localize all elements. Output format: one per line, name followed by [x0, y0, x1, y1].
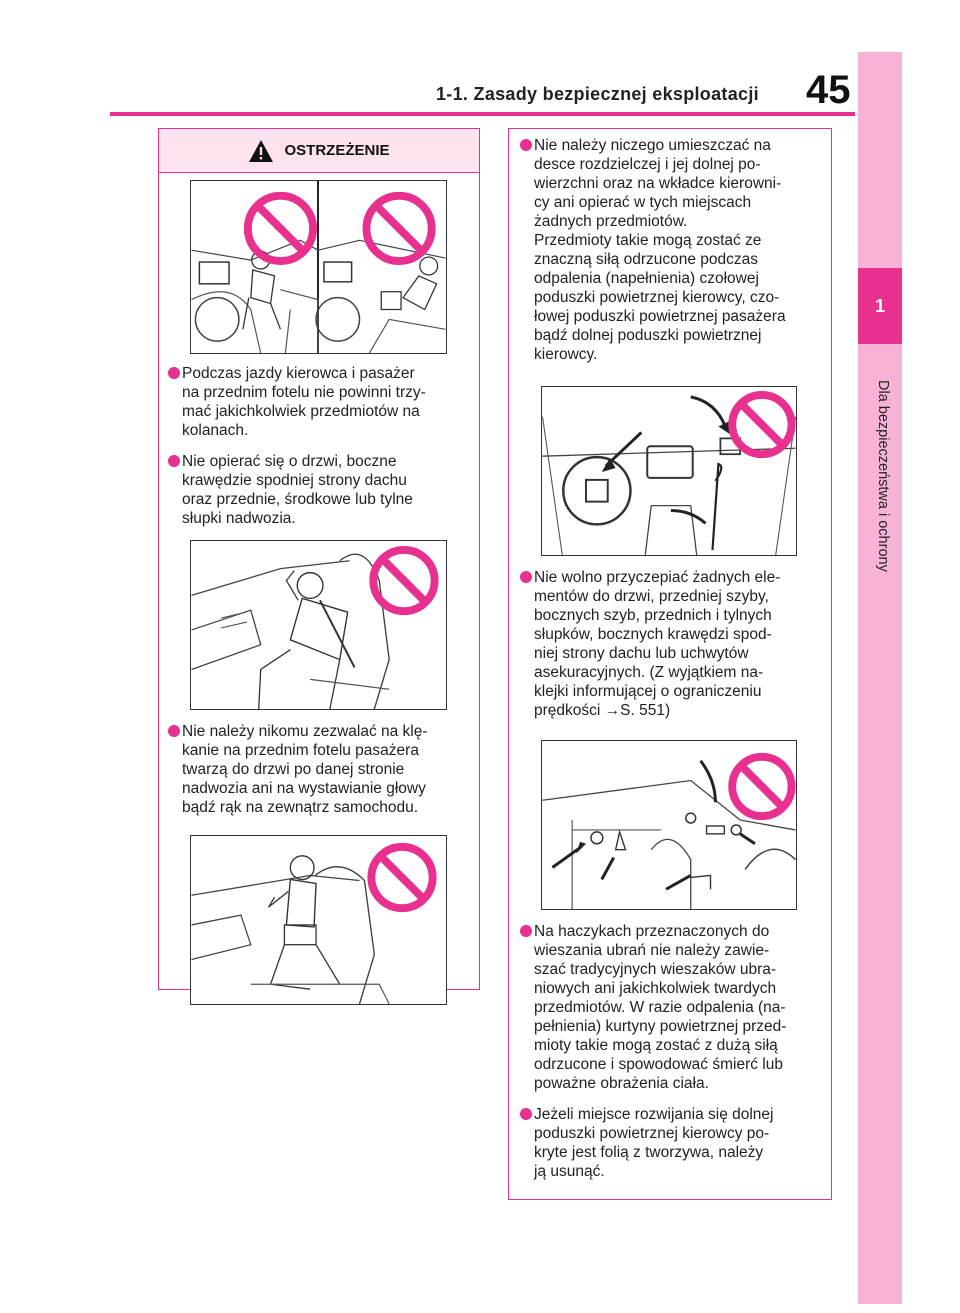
prohibited-icon: [732, 757, 791, 816]
bullet-icon: [168, 455, 180, 467]
right-paragraph-1: Nie należy niczego umieszczać na desce rozdzielczej i jej dolnej po- wierzchni oraz na wkładce kierowni- cy ani opierać w tych miejscach żadnych przedmiotów. Przedmioty takie mogą zostać ze znaczną siłą odrzucone podczas odpalenia (napełnienia) czołowej poduszki powietrznej kierowcy, czo- łowej poduszki powietrznej pasażera bądź dolnej poduszki powietrznej kierowcy.: [534, 136, 830, 364]
windshield-items-drawing: [542, 741, 796, 909]
warning-header: [159, 129, 479, 173]
illustration-leaning-on-door: [190, 540, 447, 710]
warning-paragraph-1: Podczas jazdy kierowca i pasażer na przednim fotelu nie powinni trzy- mać jakichkolwiek przedmiotów na kolanach.: [182, 364, 472, 440]
prohibited-icon-right: [366, 196, 431, 261]
chapter-title: Dla bezpieczeństwa i ochrony: [875, 380, 891, 572]
right-paragraph-4: Jeżeli miejsce rozwijania się dolnej poduszki powietrznej kierowcy po- kryte jest folią z tworzywa, należy ją usunąć.: [534, 1105, 830, 1181]
items-on-lap-drawing: [191, 181, 446, 353]
page-number: 45: [806, 68, 851, 112]
warning-triangle-icon: [248, 139, 274, 163]
prohibited-icon-left: [248, 196, 313, 261]
prohibited-icon: [732, 395, 791, 454]
bullet-icon: [168, 367, 180, 379]
bullet-icon: [520, 571, 532, 583]
bullet-icon: [520, 139, 532, 151]
illustration-dashboard-items: [541, 386, 797, 556]
illustration-items-on-lap: [190, 180, 447, 354]
warning-title: OSTRZEŻENIE: [284, 142, 390, 159]
dashboard-items-drawing: [542, 387, 796, 555]
right-paragraph-2: Nie wolno przyczepiać żadnych ele- mentów do drzwi, przedniej szyby, bocznych szyb, przednich i tylnych słupków, bocznych krawędzi spod- niej strony dachu lub uchwytów asekuracyjnych. (Z wyjątkiem na- klejki informującej o ograniczeniu prędkości →S. 551): [534, 568, 830, 720]
right-paragraph-3: Na haczykach przeznaczonych do wieszania ubrań nie należy zawie- szać tradycyjnych wieszaków ubra- niowych ani jakichkolwiek twardych przedmiotów. W razie odpalenia (na- pełnienia) kurtyny powietrznej przed- mioty takie mogą zostać z dużą siłą odrzucone i spowodować śmierć lub poważne obrażenia ciała.: [534, 922, 830, 1093]
prohibited-icon: [373, 550, 434, 611]
chapter-side-tab: [858, 52, 902, 1304]
bullet-icon: [168, 725, 180, 737]
prohibited-icon: [371, 847, 432, 908]
illustration-windshield-items: [541, 740, 797, 910]
header-divider: [110, 112, 855, 116]
section-title: 1-1. Zasady bezpiecznej eksploatacji: [436, 84, 759, 104]
warning-paragraph-3: Nie należy nikomu zezwalać na klę- kanie na przednim fotelu pasażera twarzą do drzwi po danej stronie nadwozia ani na wystawianie głowy bądź rąk na zewnątrz samochodu.: [182, 722, 474, 817]
chapter-number: 1: [858, 268, 902, 344]
bullet-icon: [520, 1108, 532, 1120]
bullet-icon: [520, 925, 532, 937]
kneeling-on-seat-drawing: [191, 836, 446, 1004]
leaning-on-door-drawing: [191, 541, 446, 709]
illustration-kneeling-on-seat: [190, 835, 447, 1005]
warning-paragraph-2: Nie opierać się o drzwi, boczne krawędzie spodniej strony dachu oraz przednie, środkowe lub tylne słupki nadwozia.: [182, 452, 472, 528]
